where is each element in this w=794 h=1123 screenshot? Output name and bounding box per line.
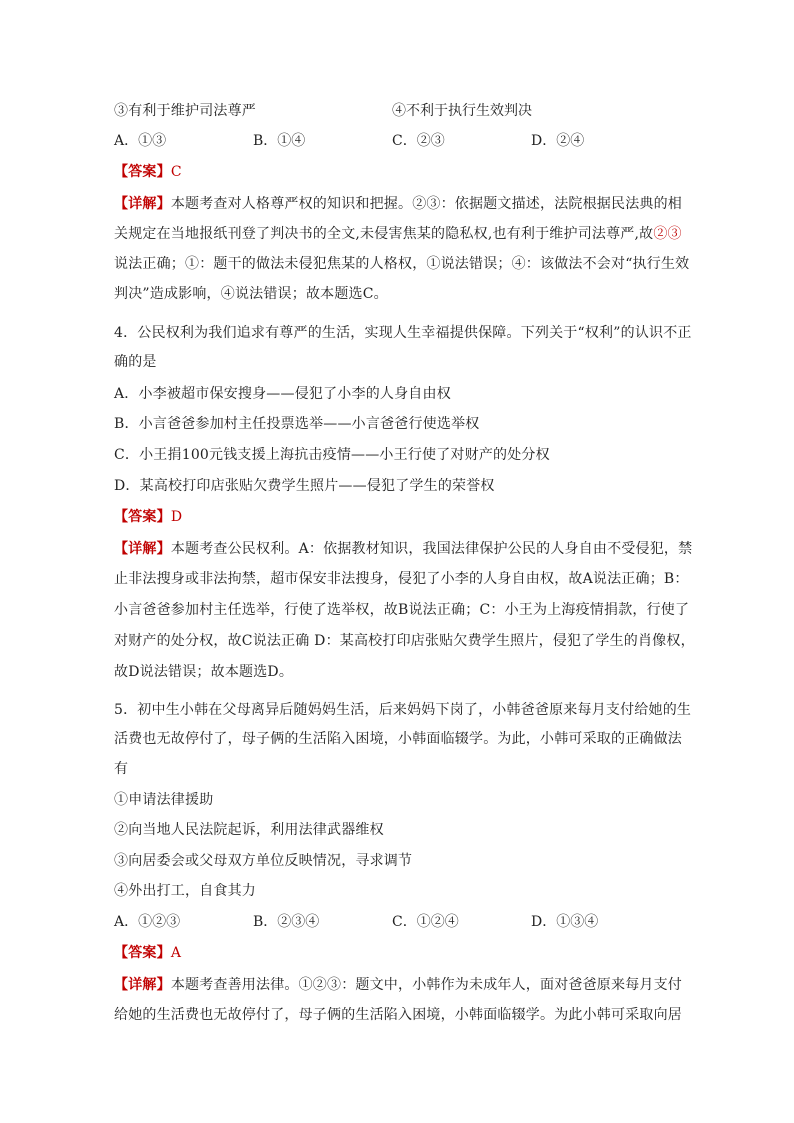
- q5-answer: [114, 943, 181, 963]
- detail-highlight: ②③: [653, 226, 682, 242]
- q5-item-3: ③向居委会或父母双方单位反映情况，寻求调节: [114, 853, 413, 869]
- q3-detail-line-4: 判决”造成影响，④说法错误；故本题选C。: [114, 286, 388, 302]
- q5-option-b: B．②③④: [253, 914, 320, 930]
- detail-text: 本题考查公民权利。A：依据教材知识，我国法律保护公民的人身自由不受侵犯，禁: [170, 541, 693, 557]
- detail-tag: 【详解】: [114, 196, 171, 212]
- q3-detail-line-3: 说法正确；①：题干的做法未侵犯焦某的人格权，①说法错误；④：该做法不会对“执行生效: [114, 256, 690, 272]
- q4-stem-line-2: 确的是: [114, 354, 157, 370]
- q3-item-4: ④不利于执行生效判决: [392, 103, 532, 119]
- detail-text: 本题考查善用法律。①②③：题文中，小韩作为未成年人，面对爸爸原来每月支付: [170, 977, 683, 993]
- q4-answer: [114, 507, 182, 527]
- q4-detail-line-1: [114, 539, 692, 559]
- q3-option-a: A．①③: [114, 133, 167, 149]
- detail-tag: 【详解】: [114, 977, 171, 993]
- q3-option-c: C．②③: [392, 133, 445, 149]
- q4-detail-line-5: 故D说法错误；故本题选D。: [114, 664, 294, 680]
- q4-stem-line-1: 4．公民权利为我们追求有尊严的生活，实现人生幸福提供保障。下列关于“权利”的认识不正: [114, 325, 692, 341]
- q3-detail-line-1: [114, 194, 682, 214]
- q5-detail-line-1: [114, 975, 682, 995]
- q5-option-a: A．①②③: [114, 914, 181, 930]
- q5-option-d: D．①③④: [531, 914, 599, 930]
- answer-tag: 【答案】: [114, 164, 171, 180]
- q4-option-b: B．小言爸爸参加村主任投票选举——小言爸爸行使选举权: [114, 416, 480, 432]
- q3-item-3: ③有利于维护司法尊严: [114, 103, 256, 119]
- q4-option-a: A．小李被超市保安搜身——侵犯了小李的人身自由权: [114, 386, 451, 402]
- q5-option-c: C．①②④: [392, 914, 459, 930]
- answer-tag: 【答案】: [114, 509, 171, 525]
- q5-item-4: ④外出打工，自食其力: [114, 883, 256, 899]
- q5-detail-line-2: 给她的生活费也无故停付了，母子俩的生活陷入困境，小韩面临辍学。为此小韩可采取向居: [114, 1007, 682, 1023]
- q3-option-b: B．①④: [253, 133, 306, 149]
- q5-item-2: ②向当地人民法院起诉，利用法律武器维权: [114, 822, 384, 838]
- q3-detail-line-2: [114, 224, 682, 244]
- q4-detail-line-2: 止非法搜身或非法拘禁，超市保安非法搜身，侵犯了小李的人身自由权，故A说法正确；B：: [114, 571, 689, 587]
- answer-value: D: [170, 509, 183, 525]
- q4-detail-line-4: 对财产的处分权，故C说法正确 D：某高校打印店张贴欠费学生照片，侵犯了学生的肖像权，: [114, 633, 695, 649]
- detail-text: 本题考查对人格尊严权的知识和把握。②③：依据题文描述，法院根据民法典的相: [170, 196, 683, 212]
- q5-stem-line-2: 活费也无故停付了，母子俩的生活陷入困境，小韩面临辍学。为此，小韩可采取的正确做法: [114, 731, 682, 747]
- answer-value: A: [170, 945, 182, 961]
- detail-text: 关规定在当地报纸刊登了判决书的全文,未侵害焦某的隐私权,也有利于维护司法尊严,故: [114, 226, 654, 242]
- q3-answer: [114, 162, 182, 182]
- q5-item-1: ①申请法律援助: [114, 792, 214, 808]
- q4-option-c: C．小王捐100元钱支援上海抗击疫情——小王行使了对财产的处分权: [114, 447, 550, 463]
- q3-option-d: D．②④: [531, 133, 585, 149]
- q4-detail-line-3: 小言爸爸参加村主任选举，行使了选举权，故B说法正确；C：小王为上海疫情捐款，行使了: [114, 602, 690, 618]
- q5-stem-line-1: 5．初中生小韩在父母离异后随妈妈生活，后来妈妈下岗了，小韩爸爸原来每月支付给她的生: [114, 702, 692, 718]
- answer-value: C: [170, 164, 182, 180]
- q4-option-d: D．某高校打印店张贴欠费学生照片——侵犯了学生的荣誉权: [114, 478, 495, 494]
- answer-tag: 【答案】: [114, 945, 171, 961]
- detail-tag: 【详解】: [114, 541, 171, 557]
- q5-stem-line-3: 有: [114, 761, 129, 777]
